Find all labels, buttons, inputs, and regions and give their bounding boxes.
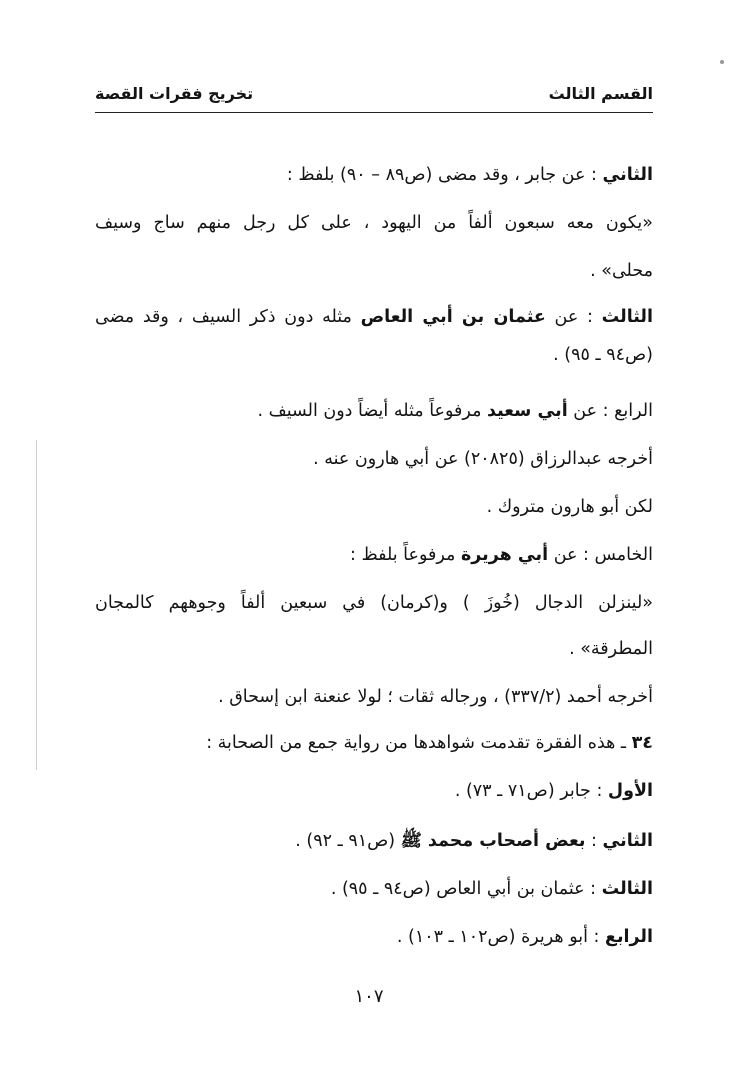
item-label: الرابع — [605, 927, 653, 947]
text-line: أخرجه أحمد (٣٣٧/٢) ، ورجاله ثقات ؛ لولا عنعنة ابن إسحاق . — [218, 687, 653, 707]
line-text: : جابر (ص٧١ ـ ٧٣) . — [454, 781, 608, 801]
text-line — [397, 926, 653, 949]
header-rule — [95, 112, 653, 113]
item-number: ٣٤ — [631, 733, 653, 753]
line-text: ـ هذه الفقرة تقدمت شواهدها من رواية جمع من الصحابة : — [206, 733, 632, 753]
line-text: (ص١٠٢ ـ ١٠٣) . — [396, 927, 522, 947]
text-line: محلى» . — [590, 261, 653, 281]
text-line: المطرقة» . — [569, 639, 653, 659]
narrator-name: عثمان بن أبي العاص — [436, 879, 585, 899]
scan-speck — [720, 60, 724, 64]
narrator-name: بعض أصحاب محمد ﷺ — [400, 831, 586, 851]
item-label: الخامس — [594, 545, 653, 565]
item-label: الأول — [607, 781, 653, 801]
line-text: مرفوعاً بلفظ : — [350, 545, 461, 565]
text-line — [455, 780, 653, 803]
text-line — [95, 306, 653, 329]
text-line — [350, 544, 653, 567]
text-line — [257, 400, 653, 423]
text-line: «يكون معه سبعون ألفاً من اليهود ، على كل رجل منهم ساج وسيف — [95, 213, 653, 233]
item-label: الثالث — [601, 879, 653, 899]
text-line — [206, 732, 653, 755]
section-title: القسم الثالث — [548, 84, 653, 103]
narrator-name: عثمان بن أبي العاص — [360, 307, 546, 327]
text-line — [287, 164, 653, 187]
text-line — [331, 878, 653, 901]
text-line: أخرجه عبدالرزاق (٢٠٨٢٥) عن أبي هارون عنه . — [313, 449, 653, 469]
item-label: الثالث — [601, 307, 653, 327]
line-text: : — [584, 879, 602, 899]
scan-edge-line — [36, 440, 37, 770]
text-line — [295, 830, 653, 853]
line-text: : عن — [548, 545, 595, 565]
chapter-title: تخريج فقرات القصة — [95, 84, 254, 103]
item-label: الرابع — [614, 401, 653, 421]
item-label: الثاني — [602, 831, 653, 851]
line-text: مثله دون ذكر السيف ، وقد مضى — [95, 307, 361, 327]
text-line: (ص٩٤ ـ ٩٥) . — [553, 345, 653, 365]
narrator-name: أبو هريرة — [521, 927, 588, 947]
line-text: : عن — [545, 307, 602, 327]
line-text: مرفوعاً مثله أيضاً دون السيف . — [257, 401, 488, 421]
line-text: (ص٩٤ ـ ٩٥) . — [330, 879, 437, 899]
line-text: : — [585, 831, 603, 851]
line-text: : — [587, 927, 606, 947]
line-text: (ص٩١ ـ ٩٢) . — [295, 831, 401, 851]
line-text: : عن — [567, 401, 615, 421]
page-number: ١٠٧ — [354, 986, 384, 1007]
text-line: لكن أبو هارون متروك . — [486, 497, 653, 517]
narrator-name: أبي هريرة — [460, 545, 549, 565]
line-text: : عن جابر ، وقد مضى (ص٨٩ – ٩٠) بلفظ : — [286, 165, 603, 185]
item-label: الثاني — [602, 165, 653, 185]
running-header — [95, 80, 653, 110]
text-line: «لينزلن الدجال (خُوزَ ) و(كرمان) في سبعين ألفاً وجوههم كالمجان — [95, 593, 653, 613]
narrator-name: أبي سعيد — [487, 401, 568, 421]
